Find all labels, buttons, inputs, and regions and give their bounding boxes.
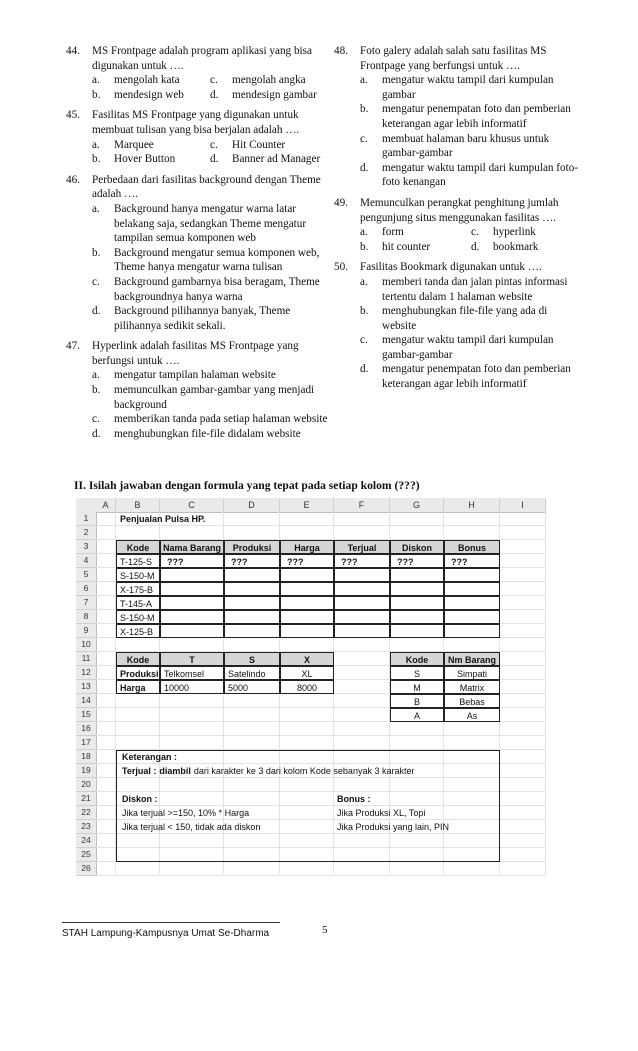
option-row [360,240,582,255]
lookup-cell: Bebas [444,694,500,708]
code-cell: X-175-B [116,582,160,596]
right-question-column [334,44,582,398]
question-item [334,44,582,190]
option-text: Background hanya mengatur warna latar belakang saja, sedangkan Theme mengatur tampilan semua komponen web [114,202,307,245]
empty-cell [280,610,334,624]
empty-cell [444,624,500,638]
empty-cell [224,596,280,610]
question-number: 49. [334,196,348,209]
answer-option [92,427,328,442]
option-letter: d. [360,363,369,376]
table-header-cell: Produksi [224,540,280,554]
answer-option [92,275,328,304]
empty-cell [160,568,224,582]
option-letter: b. [92,88,101,101]
answer-option [92,412,328,427]
column-header: D [224,498,280,513]
question-number: 45. [66,109,80,122]
row-header: 7 [76,596,97,610]
column-header: I [500,498,546,513]
row-header: 14 [76,694,97,708]
formula-placeholder-cell: ??? [160,554,224,568]
option-letter: c. [210,74,218,87]
option-text: mengolah kata [114,74,180,87]
diskon-rule: Jika terjual >=150, 10% * Harga [122,808,250,818]
empty-cell [444,568,500,582]
empty-cell [390,568,444,582]
row-header: 25 [76,848,97,862]
empty-cell [334,596,390,610]
option-letter: c. [92,413,100,426]
answer-option [92,88,210,103]
footer-text: STAH Lampung-Kampusnya Umat Se-Dharma [62,928,270,939]
option-text: mengatur waktu tampil dari kumpulan foto-foto kenangan [382,161,579,189]
answer-option [92,152,210,167]
option-letter: d. [92,427,101,440]
empty-cell [390,582,444,596]
answer-option [92,304,328,333]
option-letter: b. [360,103,369,116]
page-number: 5 [322,924,328,936]
answer-option [92,202,328,246]
code-cell: S-150-M [116,568,160,582]
lookup-cell: Harga [116,680,160,694]
empty-cell [280,582,334,596]
bonus-rule: Jika Produksi XL, Topi [337,808,426,818]
empty-cell [334,568,390,582]
diskon-label: Diskon : [122,794,158,804]
option-text: Hover Button [114,153,176,166]
code-cell: X-125-B [116,624,160,638]
option-text: memberi tanda dan jalan pintas informasi tertentu dalam 1 halaman website [382,275,568,303]
code-cell: S-150-M [116,610,160,624]
option-letter: a. [360,226,368,239]
question-item [334,260,582,391]
question-options [360,275,582,392]
terjual-text: dari karakter ke 3 dari kolom Kode sebanyak 3 karakter [193,766,415,776]
option-row [92,73,328,88]
question-item [66,108,328,166]
question-item [66,173,328,334]
option-letter: c. [360,132,368,145]
answer-option [471,240,582,255]
question-item [66,339,328,441]
row-header: 10 [76,638,97,652]
question-text: Perbedaan dari fasilitas background dengan Theme adalah …. [92,173,321,201]
option-letter: b. [360,305,369,318]
lookup-cell: S [390,666,444,680]
answer-option [360,161,582,190]
row-header: 24 [76,834,97,848]
lookup-cell: 8000 [280,680,334,694]
empty-cell [390,596,444,610]
row-header: 17 [76,736,97,750]
option-text: mengatur penempatan foto dan pemberian keterangan agar lebih informatif [382,103,571,130]
question-options [92,368,328,441]
answer-option [360,275,582,304]
row-header: 8 [76,610,97,624]
option-letter: a. [360,275,368,288]
row-header: 1 [76,512,97,526]
empty-cell [160,610,224,624]
empty-cell [160,582,224,596]
empty-cell [390,624,444,638]
question-item [334,196,582,254]
row-header: 6 [76,582,97,596]
empty-cell [334,610,390,624]
question-number: 44. [66,45,80,57]
option-text: memunculkan gambar-gambar yang menjadi background [114,384,315,411]
bonus-label: Bonus : [337,794,371,804]
spreadsheet-image [76,498,546,874]
code-cell: T-125-S [116,554,160,568]
code-cell: T-145-A [116,596,160,610]
answer-option [210,152,328,167]
option-letter: a. [92,369,100,382]
question-item [66,44,328,102]
option-letter: a. [92,138,100,151]
formula-placeholder-cell: ??? [224,554,280,568]
column-header: G [390,498,444,513]
left-question-column [66,44,328,447]
empty-cell [334,624,390,638]
empty-cell [224,624,280,638]
question-number: 47. [66,340,80,353]
table-header-cell: Bonus [444,540,500,554]
answer-option [471,225,582,240]
row-header: 23 [76,820,97,834]
answer-option [360,333,582,362]
row-header: 12 [76,666,97,680]
question-text: Hyperlink adalah fasilitas MS Frontpage yang berfungsi untuk …. [92,340,299,367]
answer-option [360,102,582,131]
row-header: 9 [76,624,97,638]
option-text: mengatur waktu tampil dari kumpulan gambar [382,74,554,101]
question-text: MS Frontpage adalah program aplikasi yang bisa digunakan untuk …. [92,45,312,72]
empty-cell [444,610,500,624]
empty-cell [280,596,334,610]
question-options [92,202,328,333]
empty-cell [334,582,390,596]
option-row [92,88,328,103]
lookup-header-cell: S [224,652,280,666]
lookup-cell: Simpati [444,666,500,680]
option-text: Marquee [114,138,154,151]
lookup-header-cell: Kode [390,652,444,666]
sheet-title: Penjualan Pulsa HP. [120,514,206,524]
answer-option [210,138,328,153]
option-text: mendesign web [114,88,184,101]
empty-cell [280,624,334,638]
question-options [92,73,328,102]
column-header: B [116,498,160,513]
bonus-rule: Jika Produksi yang lain, PIN [337,822,450,832]
row-header: 19 [76,764,97,778]
option-text: menghubungkan file-file didalam website [114,427,301,440]
option-row [92,152,328,167]
terjual-label: Terjual : [122,766,157,776]
row-header: 18 [76,750,97,764]
option-text: memberikan tanda pada setiap halaman website [114,413,328,426]
column-header: E [280,498,334,513]
terjual-keyword: diambil [159,766,191,776]
lookup-header-cell: T [160,652,224,666]
option-letter: b. [92,384,101,397]
option-letter: d. [92,305,101,318]
row-header: 4 [76,554,97,568]
answer-option [360,73,582,102]
answer-option [92,368,328,383]
option-text: mengolah angka [232,74,306,87]
column-header: C [160,498,224,513]
empty-cell [280,568,334,582]
row-header: 16 [76,722,97,736]
row-header: 11 [76,652,97,666]
option-row [360,225,582,240]
row-header: 15 [76,708,97,722]
table-header-cell: Nama Barang [160,540,224,554]
question-options [92,138,328,167]
lookup-cell: B [390,694,444,708]
question-text: Foto galery adalah salah satu fasilitas MS Frontpage yang berfungsi untuk …. [360,45,547,72]
formula-placeholder-cell: ??? [390,554,444,568]
option-letter: c. [471,226,479,239]
option-text: mengatur penempatan foto dan pemberian keterangan agar lebih informatif [382,363,571,391]
formula-placeholder-cell: ??? [444,554,500,568]
answer-option [210,88,328,103]
footer-divider [62,922,280,923]
empty-cell [160,596,224,610]
option-letter: c. [92,275,100,288]
option-text: membuat halaman baru khusus untuk gambar-gambar [382,132,550,160]
lookup-cell: Satelindo [224,666,280,680]
question-text: Fasilitas Bookmark digunakan untuk …. [360,261,542,274]
question-text: Fasilitas MS Frontpage yang digunakan untuk membuat tulisan yang bisa berjalan adalah …. [92,109,300,136]
row-header: 2 [76,526,97,540]
empty-cell [224,568,280,582]
question-number: 48. [334,45,348,57]
option-row [92,138,328,153]
column-header: H [444,498,500,513]
answer-option [360,225,471,240]
sheet-corner [76,498,97,513]
table-header-cell: Terjual [334,540,390,554]
row-header: 21 [76,792,97,806]
formula-placeholder-cell: ??? [334,554,390,568]
option-letter: d. [210,153,219,166]
row-header: 26 [76,862,97,876]
answer-option [92,73,210,88]
empty-cell [224,582,280,596]
option-letter: d. [360,161,369,174]
question-text: Memunculkan perangkat penghitung jumlah pengunjung situs menggunakan fasilitas …. [360,196,559,224]
answer-option [360,240,471,255]
empty-cell [160,624,224,638]
table-header-cell: Harga [280,540,334,554]
answer-option [92,138,210,153]
option-letter: b. [92,153,101,166]
lookup-cell: M [390,680,444,694]
lookup-header-cell: Nm Barang [444,652,500,666]
table-header-cell: Diskon [390,540,444,554]
empty-cell [444,582,500,596]
option-text: form [382,226,404,239]
option-letter: a. [92,202,100,215]
lookup-cell: Produksi [116,666,160,680]
option-text: Background gambarnya bisa beragam, Theme backgroundnya hanya warna [114,275,320,303]
lookup-cell: Telkomsel [160,666,224,680]
lookup-cell: A [390,708,444,722]
option-text: menghubungkan file-file yang ada di website [382,305,548,332]
answer-option [360,304,582,333]
answer-option [92,383,328,412]
option-letter: a. [360,74,368,87]
option-letter: b. [360,240,369,253]
empty-cell [390,610,444,624]
lookup-header-cell: X [280,652,334,666]
option-text: mengatur tampilan halaman website [114,369,276,382]
question-options [360,73,582,190]
row-header: 20 [76,778,97,792]
table-header-cell: Kode [116,540,160,554]
column-header: F [334,498,390,513]
answer-option [92,246,328,275]
gridline [96,875,546,876]
row-header: 22 [76,806,97,820]
lookup-cell: As [444,708,500,722]
gridline [96,735,546,736]
lookup-header-cell: Kode [116,652,160,666]
option-letter: a. [92,74,100,87]
option-text: Background pilihannya banyak, Theme pilihannya sedikit sekali. [114,305,291,332]
option-letter: c. [360,334,368,347]
row-header: 13 [76,680,97,694]
question-number: 50. [334,261,348,274]
lookup-cell: 10000 [160,680,224,694]
option-text: hyperlink [493,226,536,239]
row-header: 5 [76,568,97,582]
empty-cell [224,610,280,624]
option-letter: c. [210,138,218,151]
answer-option [360,362,582,391]
notes-heading: Keterangan : [122,752,178,762]
option-letter: d. [471,240,480,253]
column-header: A [96,498,116,513]
option-text: mengatur waktu tampil dari kumpulan gambar-gambar [382,334,554,361]
question-options [360,225,582,254]
empty-cell [444,596,500,610]
answer-option [210,73,328,88]
lookup-cell: Matrix [444,680,500,694]
question-number: 46. [66,173,80,186]
option-text: Hit Counter [232,138,286,151]
option-text: hit counter [382,240,431,253]
lookup-cell: XL [280,666,334,680]
formula-placeholder-cell: ??? [280,554,334,568]
row-header: 3 [76,540,97,554]
option-text: Banner ad Manager [232,153,321,166]
lookup-cell: 5000 [224,680,280,694]
section-title: II. Isilah jawaban dengan formula yang tepat pada setiap kolom (???) [74,479,420,492]
option-text: bookmark [493,240,539,253]
option-text: mendesign gambar [232,88,317,101]
option-text: Background mengatur semua komponen web, Theme hanya mengatur warna tulisan [114,246,320,274]
option-letter: b. [92,246,101,259]
answer-option [360,132,582,161]
terjual-note [116,764,500,778]
diskon-rule: Jika terjual < 150, tidak ada diskon [122,822,261,832]
option-letter: d. [210,88,219,101]
